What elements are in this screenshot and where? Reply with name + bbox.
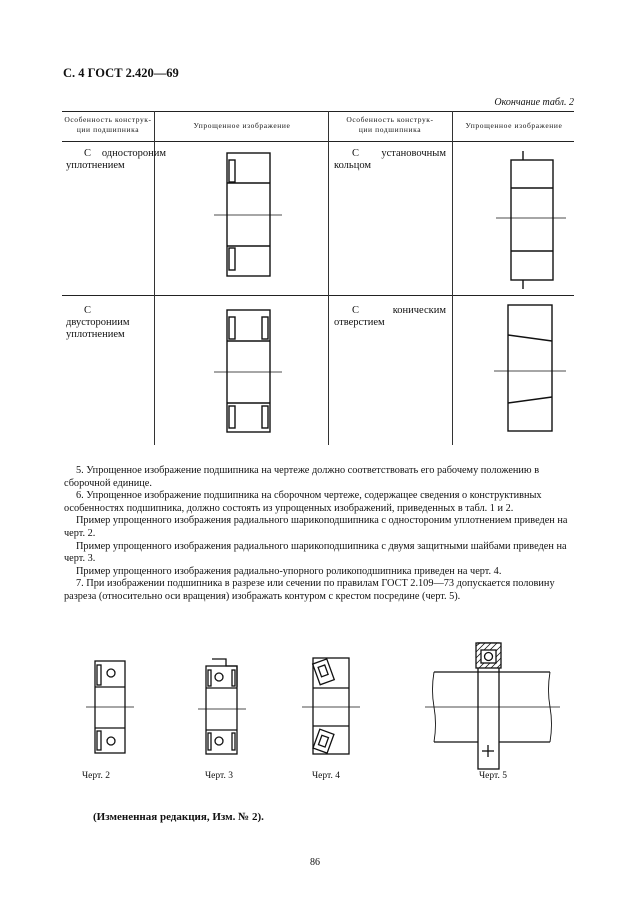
table-continuation-label: Окончание табл. 2 [494,97,574,108]
paragraph: Пример упрощенного изображения радиального шарикоподшипника с одностороним уплотнением приведен на черт. 2. [64,515,568,539]
figure-caption: Черт. 4 [312,771,340,781]
figure-caption: Черт. 2 [82,771,110,781]
figure-2-drawing [86,661,134,753]
column-header: Упрощенное изображение [465,121,563,130]
column-header: Особенность конструк- ции подшипника [346,115,434,134]
figure-caption: Черт. 5 [479,771,507,781]
paragraph: 5. Упрощенное изображение подшипника на чертеже должно соответствовать его рабочему положению в сборочной единице. [64,465,540,489]
figure-3-drawing [198,659,246,754]
feature-cell: С двусторониим уплотнением [66,305,130,340]
paragraph: 7. При изображении подшипника в разрезе или сечении по правилам ГОСТ 2.109—73 допускается половину разреза (относительно оси вращения) изображать контуром с крестом посредине (черт. 5). [64,578,555,602]
page-header: С. 4 ГОСТ 2.420—69 [63,66,179,80]
figure-5-drawing [425,643,560,769]
paragraph: Пример упрощенного изображения радиально-упорного роликоподшипника приведен на черт. 4. [76,565,502,577]
figure-caption: Черт. 3 [205,771,233,781]
feature-cell: С установочным кольцом [334,148,446,171]
figure-4-drawing [302,658,360,754]
amendment-note: (Измененная редакция, Изм. № 2). [93,811,264,823]
paragraph: 6. Упрощенное изображение подшипника на сборочном чертеже, содержащее сведения о конструктивных особенностях подшипника, должно состоять из упрощенных изображений, приведенных в табл. 1 и 2. [64,490,542,514]
feature-cell: С коническим отверстием [334,305,446,328]
feature-cell: С одностороним уплотнением [66,148,166,171]
paragraph: Пример упрощенного изображения радиального шарикоподшипника с двумя защитными шайбами приведен на черт. 3. [64,540,567,565]
column-header: Упрощенное изображение [193,121,291,130]
page-number: 86 [310,857,320,868]
column-header: Особенность конструк- ции подшипника [64,115,152,134]
